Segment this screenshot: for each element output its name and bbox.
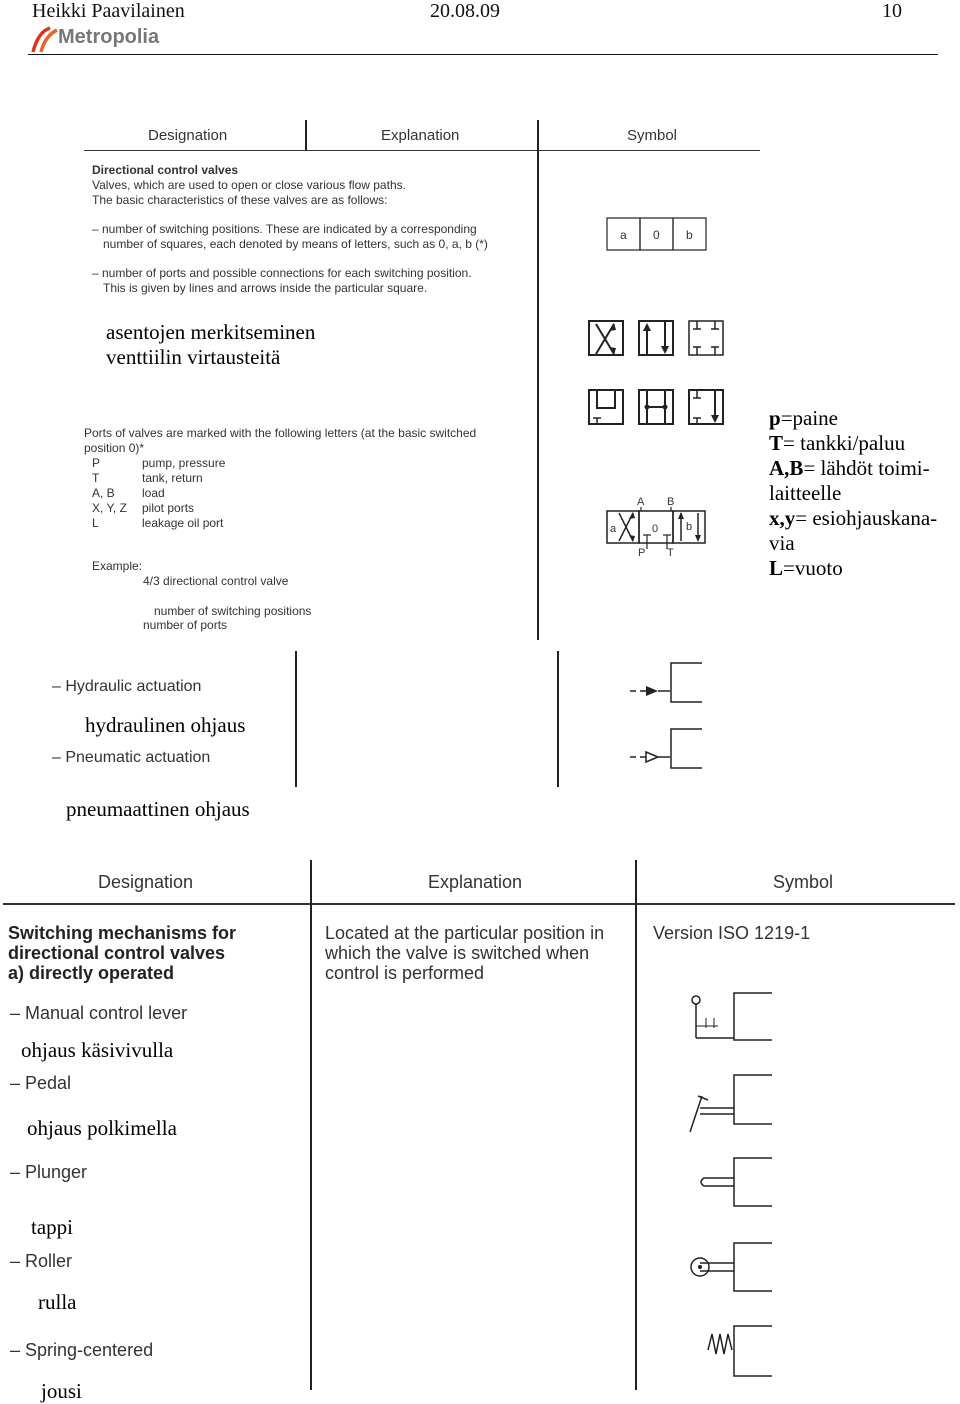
- example-label: Example:: [92, 559, 143, 573]
- bullet-2-line-2: This is given by lines and arrows inside the particular square.: [103, 281, 428, 295]
- parallel-flow-symbol: [638, 320, 674, 356]
- port-label-a: A: [637, 496, 645, 508]
- spring-centered-label: – Spring-centered: [10, 1340, 154, 1360]
- pneumatic-actuation-symbol: [628, 727, 704, 769]
- bullet-ports: [92, 266, 472, 296]
- iso-version: Version ISO 1219-1: [653, 923, 811, 943]
- page-number: 10: [882, 0, 902, 22]
- title-line-3: a) directly operated: [8, 963, 175, 983]
- port-letter: L: [92, 516, 99, 530]
- roller-label: – Roller: [10, 1251, 73, 1271]
- port-letter: A, B: [92, 486, 115, 500]
- ports-description: [84, 426, 476, 456]
- legend-xy-key: x,y: [769, 506, 796, 530]
- port-label-p: P: [638, 547, 646, 559]
- position-letter: b: [686, 228, 693, 242]
- position-letter: a: [620, 228, 627, 242]
- t2-col-symbol: Symbol: [773, 872, 834, 892]
- cross-flow-symbol: [588, 320, 624, 356]
- t1-col-designation: Designation: [148, 127, 228, 144]
- legend-t: [769, 431, 937, 456]
- t1-divider-1: [305, 120, 307, 150]
- dcv-line-1: Valves, which are used to open or close various flow paths.: [92, 178, 406, 192]
- t1-header-rule: [84, 150, 760, 151]
- hydraulic-fi-label: hydraulinen ohjaus: [85, 713, 246, 737]
- plunger-symbol: [688, 1156, 774, 1208]
- legend-t-value: = tankki/paluu: [783, 431, 906, 455]
- port-row: [92, 456, 226, 471]
- position-letter: 0: [653, 228, 660, 242]
- port-row: [92, 501, 195, 516]
- legend-l-key: L: [769, 556, 784, 580]
- switching-positions-symbol: [606, 217, 708, 251]
- title-line-2: directional control valves: [8, 943, 226, 963]
- document-date: 20.08.09: [430, 0, 500, 22]
- valve-position-b: b: [686, 521, 693, 533]
- hydraulic-actuation-label: – Hydraulic actuation: [52, 678, 202, 695]
- port-label-t: T: [667, 547, 674, 559]
- pneumatic-fi-label: pneumaattinen ohjaus: [66, 797, 250, 821]
- expl-line-2: which the valve is switched when: [325, 943, 590, 963]
- legend-t-key: T: [769, 431, 784, 455]
- hydraulic-actuation-symbol: [628, 661, 704, 703]
- single-flow-symbol: [688, 389, 724, 425]
- fi-flow-paths: venttiilin virtausteitä: [106, 345, 281, 369]
- pneumatic-actuation-label: – Pneumatic actuation: [52, 749, 211, 766]
- dcv-description: [92, 163, 406, 208]
- port-row: [92, 516, 224, 531]
- valve-position-0: 0: [652, 523, 659, 535]
- bullet-1-line-2: number of squares, each denoted by means of letters, such as 0, a, b (*): [103, 237, 488, 251]
- t1-col-symbol: Symbol: [627, 127, 678, 144]
- connected-ports-symbol: [638, 389, 674, 425]
- port-meaning: pump, pressure: [142, 456, 226, 470]
- legend-l: [769, 556, 937, 581]
- legend-xy-value: = esiohjauskana-: [795, 506, 938, 530]
- bullet-2-line-1: – number of ports and possible connections for each switching position.: [92, 266, 472, 280]
- dcv-title: Directional control valves: [92, 163, 239, 177]
- legend-ab-key: A,B: [769, 456, 804, 480]
- spring-centered-fi: jousi: [41, 1379, 82, 1403]
- port-letter: T: [92, 471, 100, 485]
- bullet-positions: [92, 222, 488, 252]
- example-ports: number of ports: [143, 618, 228, 632]
- four-three-valve-symbol: [605, 493, 709, 557]
- legend-p: [769, 406, 937, 431]
- plunger-label: – Plunger: [10, 1162, 88, 1182]
- legend-xy-cont: via: [769, 531, 795, 555]
- legend-ab-value: = lähdöt toimi-: [803, 456, 930, 480]
- valve-position-a: a: [610, 523, 617, 535]
- legend-ab-cont: laitteelle: [769, 481, 842, 505]
- dcv-line-2: The basic characteristics of these valves are as follows:: [92, 193, 388, 207]
- roller-symbol: [688, 1241, 774, 1293]
- author-name: Heikki Paavilainen: [32, 0, 185, 22]
- ports-list: [92, 456, 226, 531]
- title-line-1: Switching mechanisms for: [8, 923, 237, 943]
- example-positions: number of switching positions: [154, 604, 312, 618]
- legend-p-value: =paine: [780, 406, 839, 430]
- manual-lever-symbol: [688, 992, 774, 1042]
- manual-lever-label: – Manual control lever: [10, 1003, 188, 1023]
- port-meaning: tank, return: [142, 471, 203, 485]
- pedal-label: – Pedal: [10, 1073, 72, 1093]
- ports-line-1: Ports of valves are marked with the following letters (at the basic switched: [84, 426, 477, 440]
- t2-col-designation: Designation: [98, 872, 194, 892]
- header-rule: [28, 54, 938, 55]
- port-meaning: pilot ports: [142, 501, 195, 515]
- t2-col-explanation: Explanation: [428, 872, 523, 892]
- t2-divider-2: [635, 860, 637, 1390]
- legend-xy: [769, 506, 937, 531]
- roller-fi: rulla: [38, 1290, 77, 1314]
- act-divider-1: [295, 651, 297, 787]
- example-valve: 4/3 directional control valve: [143, 574, 289, 588]
- port-letter: X, Y, Z: [92, 501, 127, 515]
- legend-ab: [769, 456, 937, 481]
- fi-annotation-positions: [106, 320, 315, 370]
- port-label-b: B: [667, 496, 675, 508]
- act-divider-2: [557, 651, 559, 787]
- legend-p-key: p: [769, 406, 781, 430]
- switching-mechanisms-title: [8, 923, 236, 983]
- manual-lever-fi: ohjaus käsivivulla: [21, 1038, 174, 1062]
- ports-line-2: position 0)*: [84, 441, 145, 455]
- pedal-fi: ohjaus polkimella: [27, 1116, 177, 1140]
- blocked-ports-symbol: [688, 320, 724, 356]
- expl-line-1: Located at the particular position in: [325, 923, 605, 943]
- port-legend: [769, 406, 937, 581]
- plunger-fi: tappi: [31, 1215, 73, 1239]
- port-meaning: load: [142, 486, 165, 500]
- switching-explanation: [325, 923, 604, 983]
- legend-l-value: =vuoto: [783, 556, 843, 580]
- pedal-symbol: [688, 1074, 774, 1138]
- port-meaning: leakage oil port: [142, 516, 224, 530]
- bullet-1-line-1: – number of switching positions. These are indicated by a corresponding: [92, 222, 477, 236]
- t1-divider-2: [537, 120, 539, 640]
- closed-center-symbol: [588, 389, 624, 425]
- t1-col-explanation: Explanation: [381, 127, 460, 144]
- fi-positions-marking: asentojen merkitseminen: [106, 320, 316, 344]
- logo-text: Metropolia: [58, 26, 160, 48]
- port-letter: P: [92, 456, 101, 470]
- t2-header-rule: [3, 903, 955, 905]
- metropolia-logo: [30, 24, 180, 54]
- spring-centered-symbol: [688, 1324, 774, 1378]
- port-row: [92, 486, 165, 501]
- expl-line-3: control is performed: [325, 963, 485, 983]
- t2-divider-1: [310, 860, 312, 1390]
- port-row: [92, 471, 203, 486]
- logo-mark-icon: [30, 26, 60, 54]
